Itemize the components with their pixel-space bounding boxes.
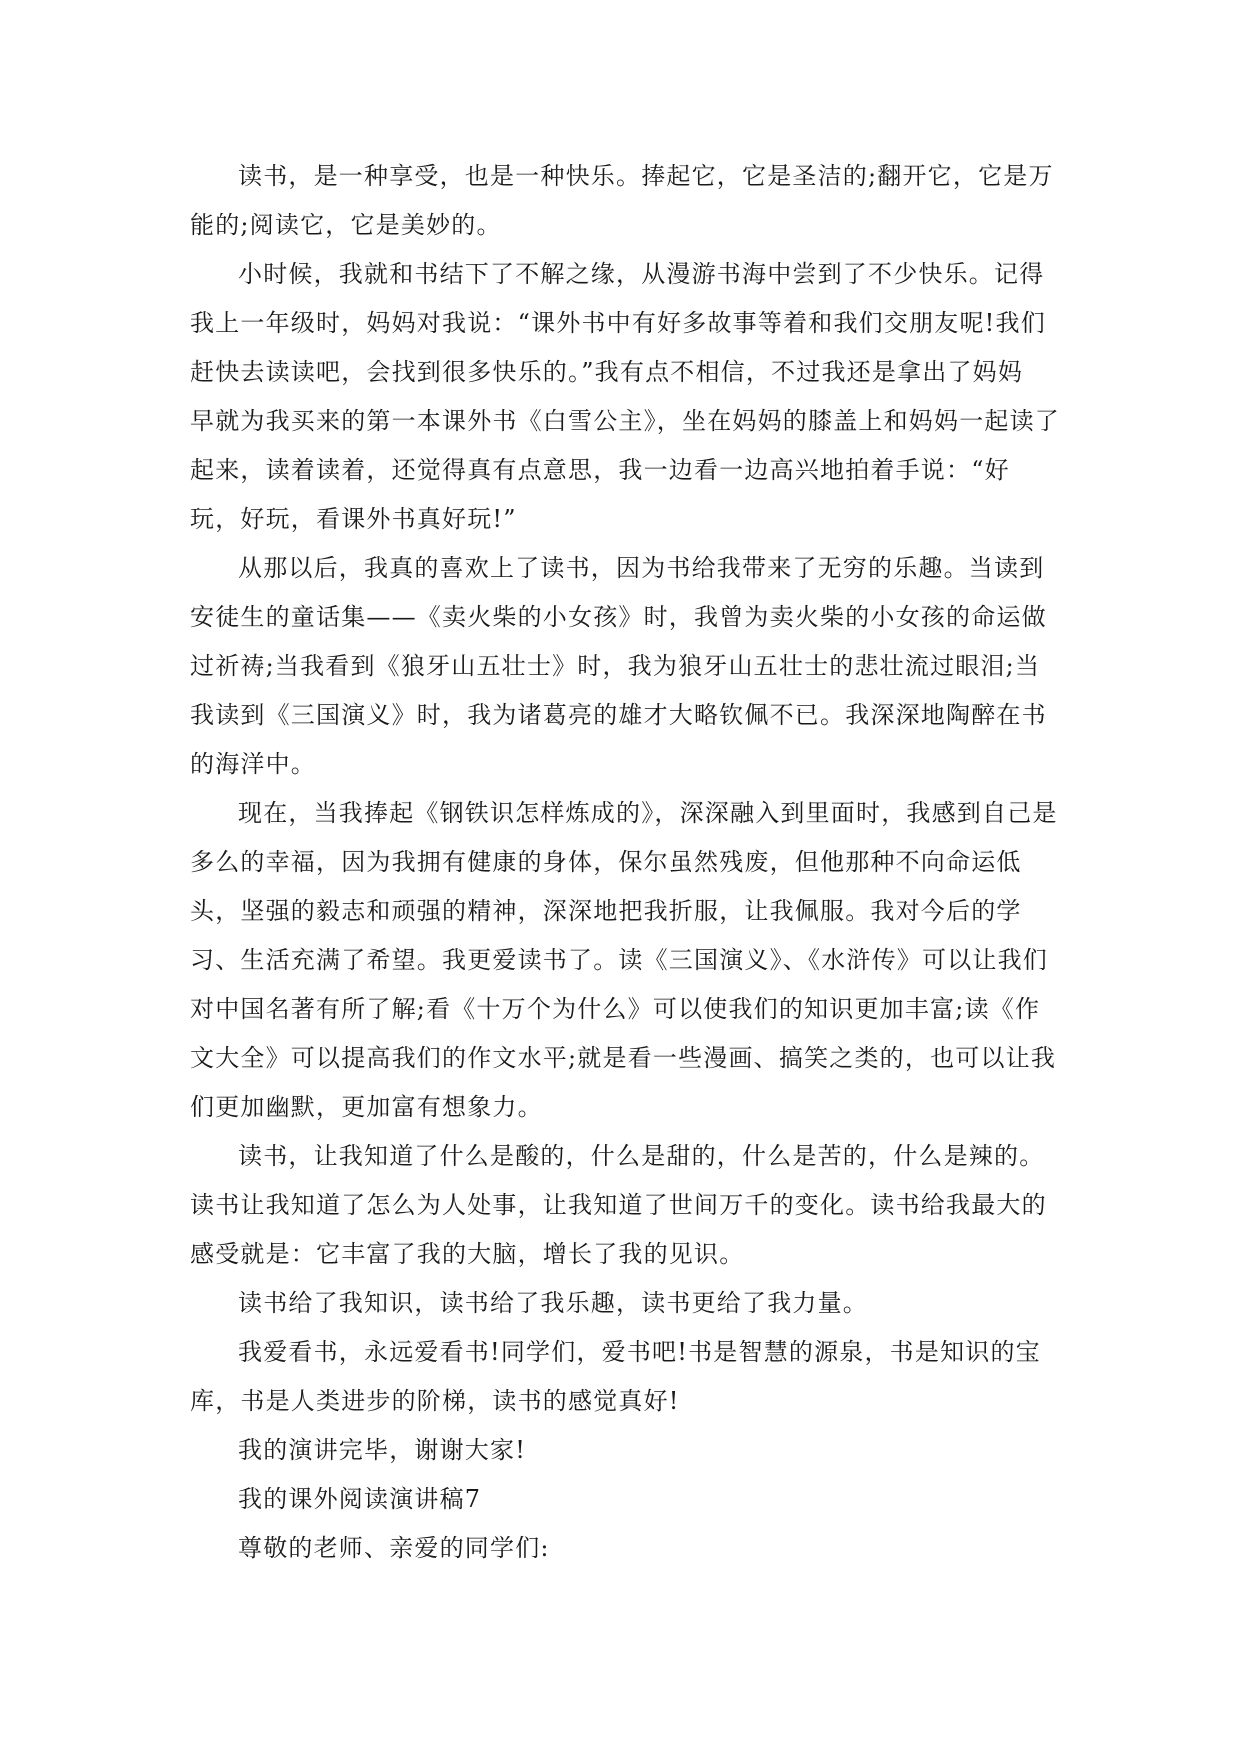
paragraph-line: 我爱看书，永远爱看书!同学们，爱书吧!书是智慧的源泉，书是知识的宝	[238, 1338, 1041, 1366]
paragraph-line: 感受就是：它丰富了我的大脑，增长了我的见识。	[190, 1240, 745, 1268]
paragraph-line: 我的演讲完毕，谢谢大家!	[238, 1436, 527, 1464]
paragraph-line: 现在，当我捧起《钢铁识怎样炼成的》，深深融入到里面时，我感到自己是	[238, 799, 1058, 827]
paragraph-line: 头，坚强的毅志和顽强的精神，深深地把我折服，让我佩服。我对今后的学	[190, 897, 1022, 925]
paragraph-line: 读书，是一种享受，也是一种快乐。捧起它，它是圣洁的;翻开它，它是万	[238, 162, 1054, 190]
paragraph-line: 能的;阅读它，它是美妙的。	[190, 211, 502, 239]
paragraph-line: 从那以后，我真的喜欢上了读书，因为书给我带来了无穷的乐趣。当读到	[238, 554, 1045, 582]
paragraph-line: 过祈祷;当我看到《狼牙山五壮士》时，我为狼牙山五壮士的悲壮流过眼泪;当	[190, 652, 1041, 680]
paragraph-line: 我上一年级时，妈妈对我说：“课外书中有好多故事等着和我们交朋友呢!我们	[190, 309, 1046, 337]
paragraph-line: 读书让我知道了怎么为人处事，让我知道了世间万千的变化。读书给我最大的	[190, 1191, 1047, 1219]
paragraph-line: 读书，让我知道了什么是酸的，什么是甜的，什么是苦的，什么是辣的。	[238, 1142, 1045, 1170]
paragraph-line: 玩，好玩，看课外书真好玩!”	[190, 505, 517, 533]
paragraph-line: 的海洋中。	[190, 750, 316, 778]
paragraph-line: 赶快去读读吧，会找到很多快乐的。”我有点不相信，不过我还是拿出了妈妈	[190, 358, 1024, 386]
document-body	[190, 152, 1060, 1573]
paragraph-line: 习、生活充满了希望。我更爱读书了。读《三国演义》、《水浒传》可以让我们	[190, 946, 1048, 974]
salutation-line: 尊敬的老师、亲爱的同学们:	[238, 1534, 550, 1562]
paragraph-line: 读书给了我知识，读书给了我乐趣，读书更给了我力量。	[238, 1289, 868, 1317]
paragraph-line: 文大全》可以提高我们的作文水平;就是看一些漫画、搞笑之类的，也可以让我	[190, 1044, 1057, 1072]
paragraph-line: 多么的幸福，因为我拥有健康的身体，保尔虽然残废，但他那种不向命运低	[190, 848, 1022, 876]
paragraph-line: 早就为我买来的第一本课外书《白雪公主》，坐在妈妈的膝盖上和妈妈一起读了	[190, 407, 1060, 435]
paragraph-line: 们更加幽默，更加富有想象力。	[190, 1093, 543, 1121]
paragraph-line: 起来，读着读着，还觉得真有点意思，我一边看一边高兴地拍着手说：“好	[190, 456, 1010, 484]
paragraph-line: 对中国名著有所了解;看《十万个为什么》可以使我们的知识更加丰富;读《作	[190, 995, 1041, 1023]
paragraph-line: 小时候，我就和书结下了不解之缘，从漫游书海中尝到了不少快乐。记得	[238, 260, 1045, 288]
paragraph-line: 我读到《三国演义》时，我为诸葛亮的雄才大略钦佩不已。我深深地陶醉在书	[190, 701, 1047, 729]
section-heading: 我的课外阅读演讲稿7	[238, 1485, 482, 1513]
paragraph-line: 库，书是人类进步的阶梯，读书的感觉真好!	[190, 1387, 680, 1415]
paragraph-line: 安徒生的童话集——《卖火柴的小女孩》时，我曾为卖火柴的小女孩的命运做	[190, 603, 1047, 631]
